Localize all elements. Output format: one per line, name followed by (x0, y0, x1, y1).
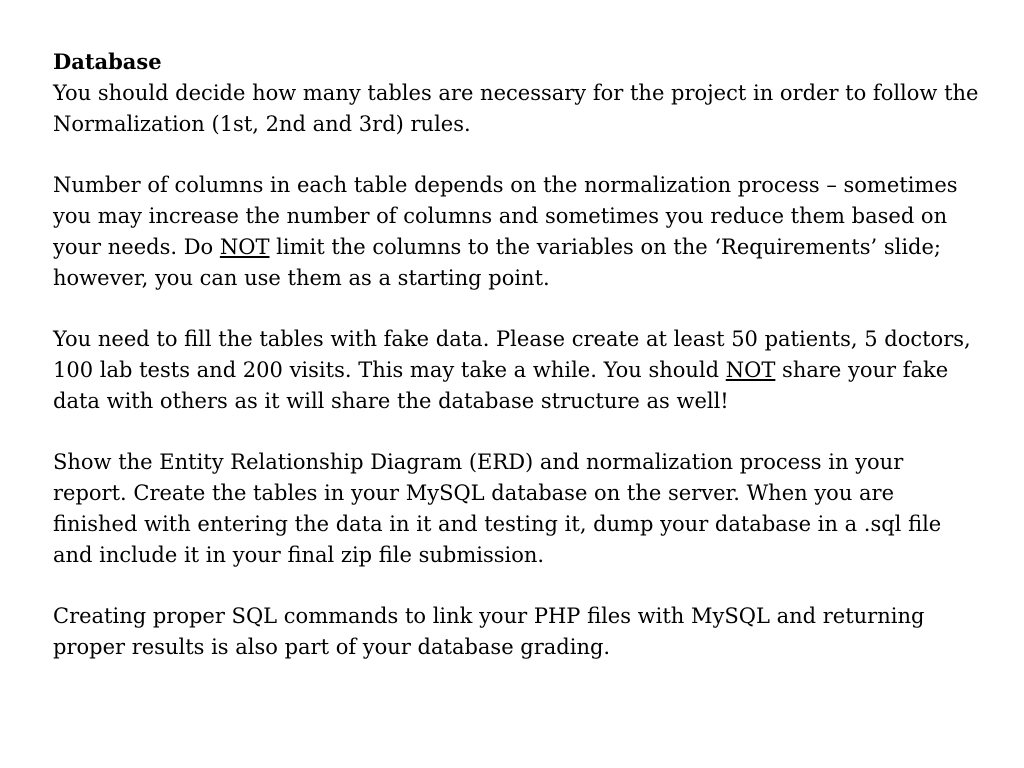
paragraph-fake-data-text-start: You need to fill the tables with fake data. Please create at least 50 patients, 5 doctors, 100 lab tests and 200 visits. This may take a while. You should (53, 327, 971, 382)
paragraph-tables: You should decide how many tables are necessary for the project in order to follow the Normalization (1st, 2nd and 3rd) rules. (53, 80, 979, 136)
paragraph-fake-data (53, 324, 983, 416)
slide-content (53, 47, 983, 663)
paragraph-erd: Show the Entity Relationship Diagram (ERD) and normalization process in your report. Create the tables in your MySQL database on the server. When you are finished with entering the data in it and testing it, dump your database in a .sql file and include it in your final zip file submission. (53, 450, 942, 567)
paragraph-columns (53, 170, 983, 293)
emphasis-not: NOT (725, 357, 776, 382)
paragraph-sql-commands: Creating proper SQL commands to link your PHP files with MySQL and returning proper results is also part of your database grading. (53, 604, 925, 660)
paragraph-fake-data-text-end: share your fake data with others as it will share the database structure as well! (53, 357, 949, 413)
paragraph-columns-text-end: limit the columns to the variables on the ‘Requirements’ slide; however, you can use them as a starting point. (53, 234, 942, 290)
paragraph-columns-text-start: Number of columns in each table depends on the normalization process – sometimes you may increase the number of columns and sometimes you reduce them based on your needs. Do (53, 173, 958, 259)
section-heading: Database (53, 49, 162, 74)
emphasis-not: NOT (219, 234, 270, 259)
